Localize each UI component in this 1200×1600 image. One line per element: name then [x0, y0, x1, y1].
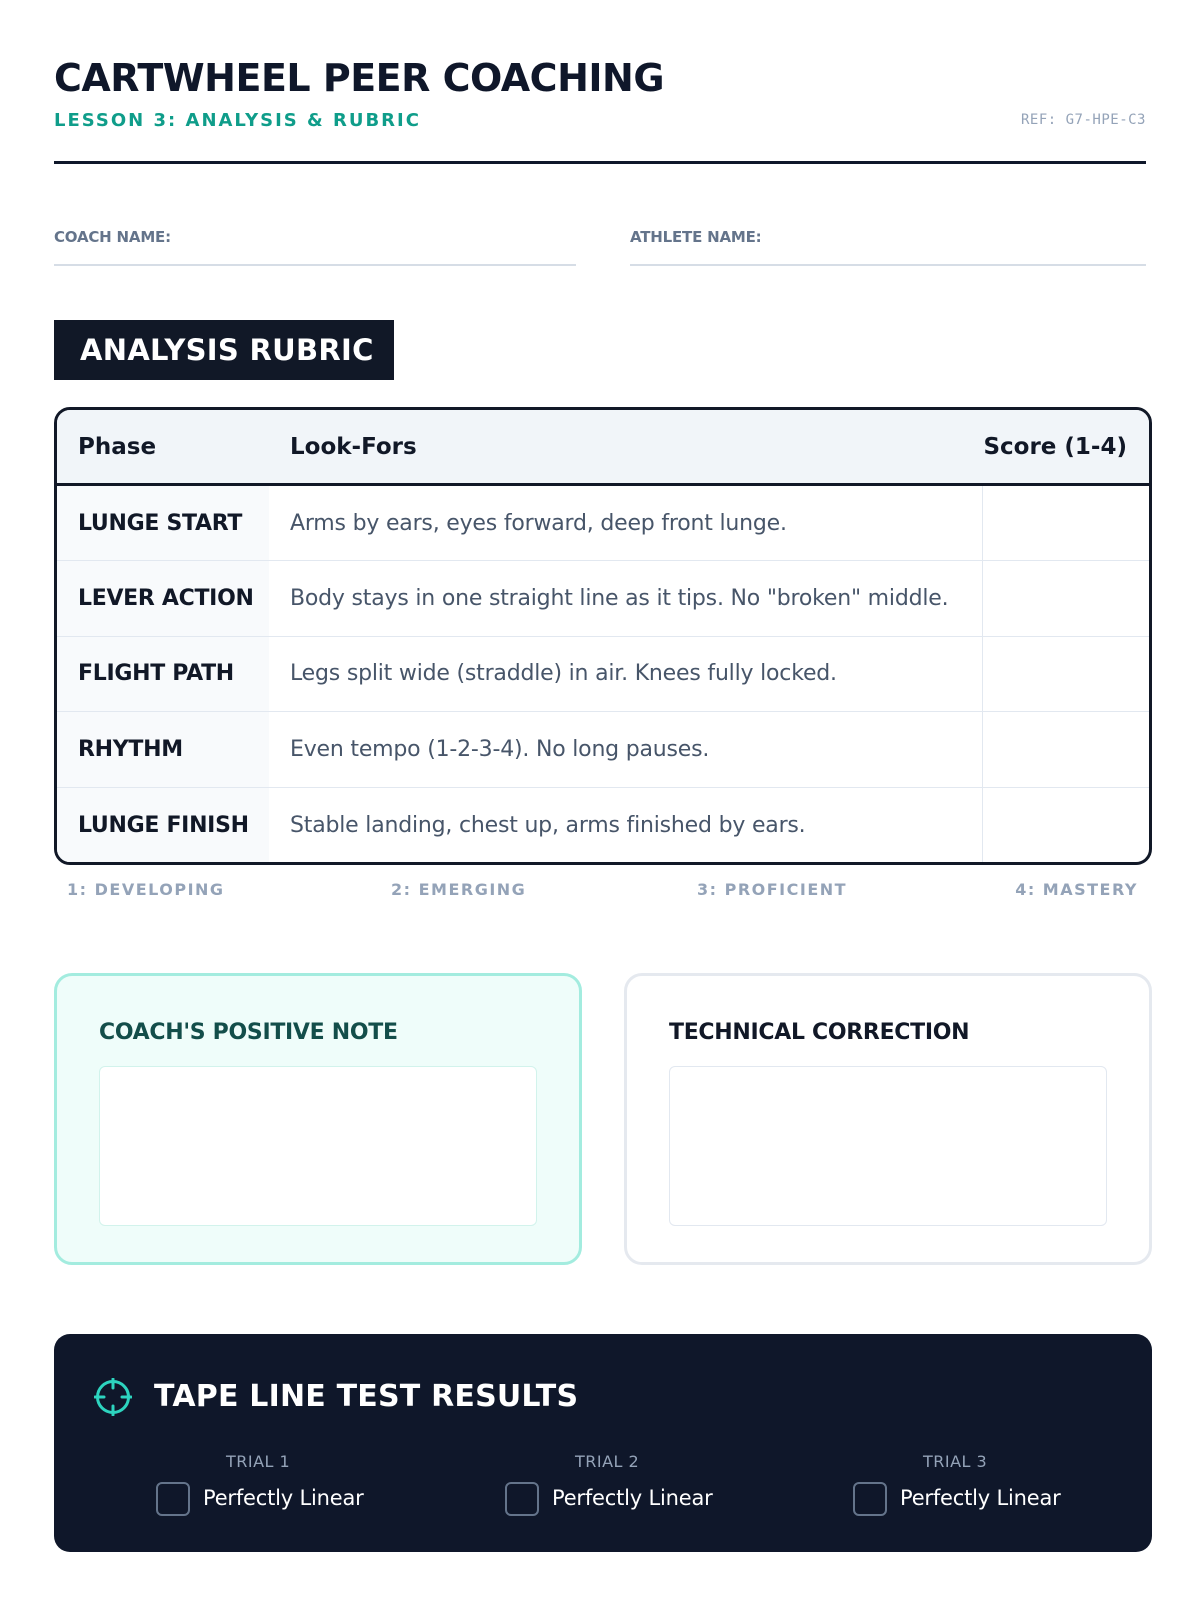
table-row — [57, 486, 1149, 561]
look-fors-cell: Legs split wide (straddle) in air. Knees fully locked. — [269, 637, 983, 711]
look-fors-cell: Even tempo (1-2-3-4). No long pauses. — [269, 712, 983, 786]
score-cell[interactable] — [983, 788, 1149, 863]
coach-name-label: COACH NAME: — [54, 228, 171, 246]
scale-level-4: 4: MASTERY — [1015, 880, 1138, 899]
positive-note-input[interactable] — [99, 1066, 537, 1226]
positive-note-title: COACH'S POSITIVE NOTE — [99, 1020, 398, 1045]
table-row — [57, 788, 1149, 863]
checkbox-label: Perfectly Linear — [203, 1486, 364, 1510]
phase-cell: LUNGE FINISH — [57, 788, 269, 863]
phase-cell: RHYTHM — [57, 712, 269, 786]
crosshair-icon — [94, 1378, 132, 1416]
tape-test-title: TAPE LINE TEST RESULTS — [154, 1379, 579, 1414]
phase-cell: LUNGE START — [57, 486, 269, 560]
rubric-header-row — [57, 410, 1149, 486]
athlete-name-label: ATHLETE NAME: — [630, 228, 762, 246]
table-row — [57, 637, 1149, 712]
tape-line-test-panel — [54, 1334, 1152, 1552]
look-fors-cell: Arms by ears, eyes forward, deep front lunge. — [269, 486, 983, 560]
scale-level-3: 3: PROFICIENT — [697, 880, 848, 899]
checkbox-label: Perfectly Linear — [900, 1486, 1061, 1510]
trial-label: TRIAL 3 — [923, 1452, 988, 1471]
column-header-phase: Phase — [78, 433, 157, 460]
perfectly-linear-checkbox[interactable] — [505, 1482, 539, 1516]
look-fors-cell: Stable landing, chest up, arms finished by ears. — [269, 788, 983, 863]
column-header-score: Score (1-4) — [983, 433, 1127, 460]
technical-correction-title: TECHNICAL CORRECTION — [669, 1020, 970, 1045]
athlete-name-field[interactable] — [630, 228, 1146, 266]
table-row — [57, 561, 1149, 636]
page-title: CARTWHEEL PEER COACHING — [54, 56, 665, 100]
table-row — [57, 712, 1149, 787]
trial-label: TRIAL 2 — [575, 1452, 640, 1471]
score-cell[interactable] — [983, 712, 1149, 786]
look-fors-cell: Body stays in one straight line as it tips. No "broken" middle. — [269, 561, 983, 635]
perfectly-linear-checkbox[interactable] — [853, 1482, 887, 1516]
score-cell[interactable] — [983, 561, 1149, 635]
score-cell[interactable] — [983, 486, 1149, 560]
phase-cell: LEVER ACTION — [57, 561, 269, 635]
trial-label: TRIAL 1 — [226, 1452, 291, 1471]
score-scale-legend — [54, 880, 1152, 902]
scale-level-2: 2: EMERGING — [391, 880, 527, 899]
checkbox-label: Perfectly Linear — [552, 1486, 713, 1510]
page-header — [54, 56, 1146, 164]
technical-correction-input[interactable] — [669, 1066, 1107, 1226]
perfectly-linear-checkbox[interactable] — [156, 1482, 190, 1516]
coach-name-field[interactable] — [54, 228, 576, 266]
score-cell[interactable] — [983, 637, 1149, 711]
page-subtitle: LESSON 3: ANALYSIS & RUBRIC — [54, 110, 421, 131]
rubric-table — [54, 407, 1152, 865]
phase-cell: FLIGHT PATH — [57, 637, 269, 711]
column-header-look-fors: Look-Fors — [290, 433, 417, 460]
rubric-section-heading: ANALYSIS RUBRIC — [54, 320, 394, 380]
technical-correction-box — [624, 973, 1152, 1265]
reference-code: REF: G7-HPE-C3 — [1020, 112, 1146, 128]
scale-level-1: 1: DEVELOPING — [67, 880, 225, 899]
positive-note-box — [54, 973, 582, 1265]
